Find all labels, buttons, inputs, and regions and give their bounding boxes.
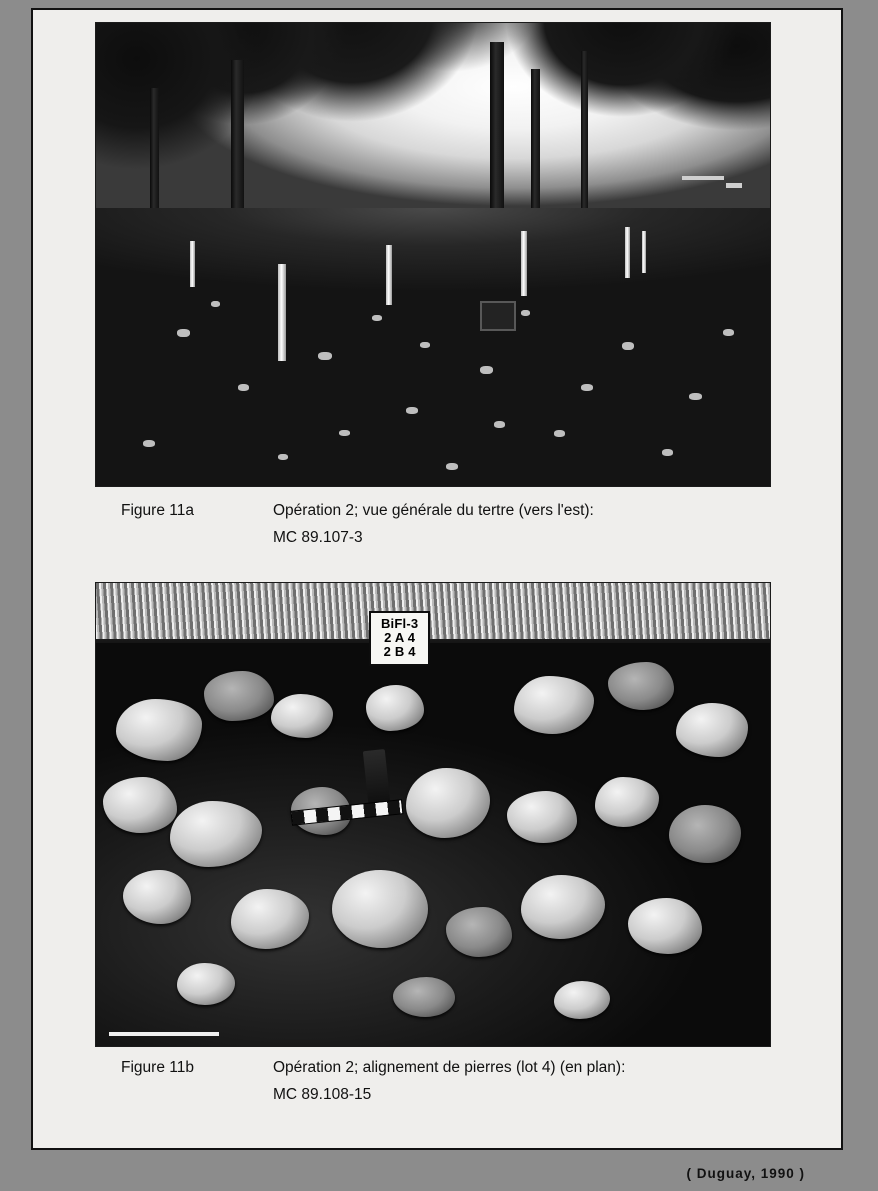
figure-11b-reference: MC 89.108-15	[273, 1086, 372, 1103]
figure-block-11b	[33, 582, 841, 1142]
stone	[177, 963, 235, 1005]
figure-11a-label: Figure 11a	[121, 502, 194, 519]
survey-stake	[190, 241, 195, 287]
survey-stake	[521, 231, 527, 296]
tree-trunk	[490, 42, 504, 232]
figure-11b-photograph	[95, 582, 771, 1047]
figure-block-11a	[33, 10, 841, 585]
figure-11b-label: Figure 11b	[121, 1059, 194, 1076]
stone	[332, 870, 428, 948]
survey-stake	[642, 231, 646, 273]
stone	[393, 977, 455, 1017]
stone	[669, 805, 741, 863]
test-pit-marker	[480, 301, 516, 331]
survey-stake	[625, 227, 630, 278]
figure-11a-photograph	[95, 22, 771, 487]
survey-stake	[278, 264, 286, 361]
tree-trunk	[581, 51, 588, 227]
stone	[446, 907, 512, 957]
stone	[271, 694, 333, 738]
survey-stake	[386, 245, 392, 305]
source-credit: ( Duguay, 1990 )	[686, 1166, 805, 1181]
tree-canopy	[96, 22, 770, 208]
stone	[366, 685, 424, 731]
stone	[608, 662, 674, 710]
distant-object	[726, 183, 742, 188]
stone	[628, 898, 702, 954]
placard-line-3: 2 B 4	[383, 643, 416, 659]
tree-trunk	[231, 60, 244, 227]
stone	[204, 671, 274, 721]
turf-layer	[96, 583, 770, 643]
stone	[116, 699, 202, 761]
figure-11b-caption-text: Opération 2; alignement de pierres (lot 4) (en plan):	[273, 1059, 626, 1076]
reference-bar	[109, 1032, 219, 1036]
site-placard	[369, 611, 430, 666]
figure-11a-reference: MC 89.107-3	[273, 529, 363, 546]
placard-line-2: 2 A 4	[384, 629, 416, 645]
page-content	[33, 10, 841, 1148]
document-page	[31, 8, 843, 1181]
figure-11a-caption-text: Opération 2; vue générale du tertre (vers l'est):	[273, 502, 594, 519]
distant-object	[682, 176, 724, 180]
excavation-ground	[96, 208, 770, 486]
tree-trunk	[150, 88, 159, 227]
placard-line-1: BiFl-3	[380, 615, 419, 631]
tree-trunk	[531, 69, 540, 226]
